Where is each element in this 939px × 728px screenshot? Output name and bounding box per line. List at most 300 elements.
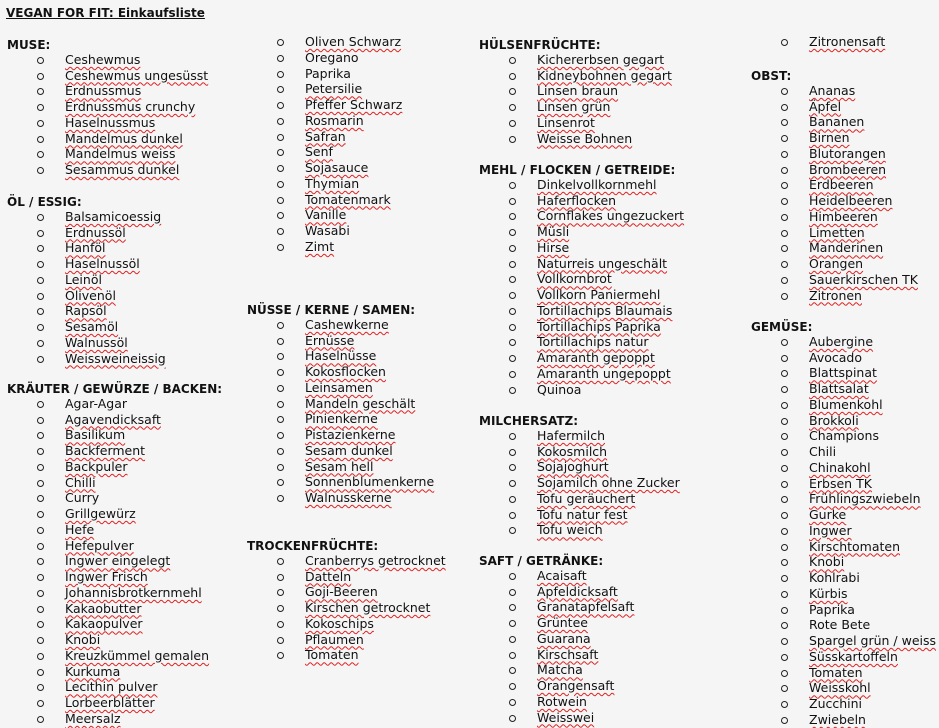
bullet-icon [509, 355, 516, 362]
bullet-icon [277, 134, 284, 141]
list-item-label: Vanille [305, 207, 347, 223]
bullet-icon [37, 167, 44, 174]
bullet-icon [509, 308, 516, 315]
list-item-label: Kurkuma [65, 663, 121, 679]
list-item-label: Erbsen TK [809, 475, 872, 491]
bullet-icon [781, 449, 788, 456]
bullet-icon [277, 86, 284, 93]
list-item-label: Cashewkerne [305, 316, 389, 332]
list-item-label: Rotwein [537, 693, 587, 709]
bullet-icon [277, 228, 284, 235]
list-item-label: Oliven Schwarz [305, 34, 402, 49]
list-item-label: Ceshewmus [65, 51, 141, 67]
list-item-label: Cranberrys getrocknet [305, 552, 446, 568]
bullet-icon [277, 212, 284, 219]
section-heading: ÖL / ESSIG: [7, 195, 82, 209]
bullet-icon [509, 449, 516, 456]
bullet-icon [277, 448, 284, 455]
bullet-icon [37, 293, 44, 300]
list-item-label: Blattspinat [809, 365, 877, 381]
bullet-icon [277, 385, 284, 392]
list-item-label: Zitronen [809, 287, 862, 303]
bullet-icon [781, 386, 788, 393]
bullet-icon [781, 261, 788, 268]
list-item-label: Brombeeren [809, 161, 887, 177]
list-item-label: Ceshewmus ungesüsst [65, 67, 209, 83]
bullet-icon [37, 495, 44, 502]
bullet-icon [781, 230, 788, 237]
bullet-icon [37, 356, 44, 363]
bullet-icon [509, 73, 516, 80]
list-item-label: Thymian [305, 175, 360, 191]
list-item-label: Zimt [305, 238, 335, 254]
list-item-label: Erdbeeren [809, 177, 874, 193]
bullet-icon [37, 120, 44, 127]
bullet-icon [509, 387, 516, 394]
bullet-icon [37, 637, 44, 644]
bullet-icon [781, 104, 788, 111]
list-item-label: Tofu weich [537, 522, 603, 538]
list-item-label: Sojajoghurt [537, 459, 609, 475]
list-item-label: Knobi [65, 632, 101, 647]
list-item-label: Lorbeerblätter [65, 695, 155, 710]
bullet-icon [37, 527, 44, 534]
list-item-label: Rapsöl [65, 303, 107, 319]
list-item-label: Heidelbeeren [809, 193, 893, 208]
bullet-icon [509, 512, 516, 519]
bullet-icon [509, 213, 516, 220]
bullet-icon [37, 417, 44, 424]
bullet-icon [277, 118, 284, 125]
list-item-label: Hirse [537, 239, 570, 255]
list-item-label: Sojasauce [305, 160, 369, 175]
list-item-label: Safran [305, 128, 346, 144]
bullet-icon [277, 479, 284, 486]
bullet-icon [509, 433, 516, 440]
list-item-label: Paprika [809, 601, 855, 617]
bullet-icon [37, 136, 44, 143]
list-item-label: Tomaten [305, 647, 359, 663]
bullet-icon [37, 277, 44, 284]
list-item-label: Zitronensaft [809, 34, 886, 49]
list-item-label: Weissweineissig [65, 350, 166, 366]
list-item-label: Rote Bete [809, 617, 871, 633]
bullet-icon [781, 575, 788, 582]
list-item-label: Vollkornbrot [537, 271, 612, 287]
list-item-label: Amaranth ungepoppt [537, 365, 671, 381]
list-item-label: Ernüsse [305, 332, 355, 348]
list-item-label: Sesam dunkel [305, 442, 393, 458]
bullet-icon [781, 277, 788, 284]
bullet-icon [781, 151, 788, 158]
list-item-label: Knobi [809, 554, 845, 570]
section-heading: KRÄUTER / GEWÜRZE / BACKEN: [7, 382, 223, 396]
list-item-label: Champions [809, 428, 879, 444]
list-item-label: Tofu natur fest [537, 506, 628, 522]
bullet-icon [37, 464, 44, 471]
list-item-label: Petersilie [305, 81, 363, 97]
bullet-icon [509, 652, 516, 659]
bullet-icon [277, 574, 284, 581]
section-heading: MUSE: [7, 38, 51, 52]
list-item-label: Mandelmus weiss [65, 146, 176, 162]
bullet-icon [781, 670, 788, 677]
list-item-label: Rosmarin [305, 112, 364, 128]
bullet-icon [509, 324, 516, 331]
bullet-icon [277, 149, 284, 156]
bullet-icon [277, 322, 284, 329]
bullet-icon [37, 511, 44, 518]
bullet-icon [37, 308, 44, 315]
bullet-icon [37, 324, 44, 331]
bullet-icon [37, 480, 44, 487]
list-item-label: Müsli [537, 224, 570, 239]
list-item-label: Sesammus dunkel [65, 162, 180, 177]
list-item-label: Chinakohl [809, 459, 871, 475]
list-item-label: Tofu geräuchert [537, 490, 636, 506]
list-item-label: Grillgewürz [65, 506, 136, 521]
bullet-icon [277, 605, 284, 612]
list-item-label: Hanföl [65, 240, 106, 256]
bullet-icon [781, 685, 788, 692]
bullet-icon [509, 88, 516, 95]
bullet-icon [781, 39, 788, 46]
list-item-label: Dinkelvollkornmehl [537, 176, 657, 192]
bullet-icon [781, 496, 788, 503]
bullet-icon [509, 604, 516, 611]
list-item-label: Süsskartoffeln [809, 648, 898, 664]
bullet-icon [509, 589, 516, 596]
bullet-icon [781, 717, 788, 724]
list-item-label: Kirschtomaten [809, 538, 901, 554]
bullet-icon [277, 244, 284, 251]
list-item-label: Mandeln geschält [305, 395, 416, 411]
bullet-icon [37, 104, 44, 111]
list-item-label: Pflaumen [305, 631, 364, 647]
bullet-icon [509, 371, 516, 378]
list-item-label: Avocado [809, 349, 862, 365]
bullet-icon [509, 57, 516, 64]
list-item-label: Chili [809, 444, 837, 459]
list-item-label: Pfeffer Schwarz [305, 97, 403, 112]
list-item-label: Haferflocken [537, 192, 617, 208]
bullet-icon [781, 654, 788, 661]
list-item-label: Frühlingszwiebeln [809, 491, 921, 507]
list-item-label: Ingwer Frisch [65, 569, 148, 584]
list-item-label: Tortillachips natur [537, 334, 649, 350]
bullet-icon [509, 136, 516, 143]
bullet-icon [277, 369, 284, 376]
bullet-icon [781, 88, 788, 95]
bullet-icon [781, 167, 788, 174]
list-item-label: Olivenöl [65, 287, 116, 303]
list-item-label: Gurke [809, 507, 847, 522]
list-item-label: Linsen braun [537, 83, 619, 99]
list-item-label: Wasabi [305, 223, 350, 238]
list-item-label: Pinienkerne [305, 411, 378, 427]
list-item-label: Johannisbrotkernmehl [65, 584, 202, 600]
list-item-label: Backpuler [65, 458, 128, 474]
list-item-label: Vollkorn Paniermehl [537, 287, 661, 302]
list-item-label: Kokosflocken [305, 364, 386, 379]
list-item-label: Birnen [809, 130, 850, 145]
list-item-label: Limetten [809, 224, 865, 240]
list-item-label: Linsenrot [537, 114, 595, 130]
section-heading: GEMÜSE: [751, 320, 813, 334]
list-item-label: Spargel grün / weiss [809, 633, 937, 648]
bullet-icon [277, 589, 284, 596]
bullet-icon [37, 606, 44, 613]
list-item-label: Leinöl [65, 271, 102, 287]
bullet-icon [277, 401, 284, 408]
list-item-label: Hafermilch [537, 427, 605, 443]
bullet-icon [277, 338, 284, 345]
bullet-icon [277, 621, 284, 628]
bullet-icon [37, 88, 44, 95]
bullet-icon [277, 165, 284, 172]
bullet-icon [509, 245, 516, 252]
list-item-label: Kakaopulver [65, 616, 143, 632]
section-heading: MILCHERSATZ: [479, 414, 579, 428]
bullet-icon [509, 292, 516, 299]
list-item-label: Kidneybohnen gegart [537, 67, 672, 83]
list-item-label: Acaisaft [537, 567, 587, 583]
bullet-icon [509, 480, 516, 487]
list-item-label: Blumenkohl [809, 396, 883, 412]
bullet-icon [37, 245, 44, 252]
list-item-label: Blattsalat [809, 381, 869, 396]
bullet-icon [277, 464, 284, 471]
list-item-label: Basilikum [65, 427, 126, 443]
list-item-label: Curry [65, 490, 100, 506]
list-item-label: Cornflakes ungezuckert [537, 208, 685, 224]
bullet-icon [37, 716, 44, 723]
bullet-icon [277, 39, 284, 46]
bullet-icon [509, 496, 516, 503]
list-item-label: Agar-Agar [65, 395, 128, 411]
bullet-icon [277, 416, 284, 423]
bullet-icon [781, 622, 788, 629]
list-item-label: Kokosmilch [537, 443, 608, 459]
bullet-icon [781, 355, 788, 362]
bullet-icon [37, 261, 44, 268]
list-item-label: Balsamicoessig [65, 208, 162, 224]
bullet-icon [509, 229, 516, 236]
list-item-label: Sesam hell [305, 458, 374, 474]
list-item-label: Kürbis [809, 585, 848, 601]
bullet-icon [781, 245, 788, 252]
list-item-label: Blutorangen [809, 145, 886, 161]
bullet-icon [781, 638, 788, 645]
list-item-label: Äpfel [809, 98, 842, 114]
list-item-label: Meersalz [65, 710, 121, 726]
list-item-label: Agavendicksaft [65, 411, 161, 427]
bullet-icon [781, 512, 788, 519]
list-item-label: Chilli [65, 474, 96, 490]
bullet-icon [37, 230, 44, 237]
bullet-icon [37, 574, 44, 581]
list-item-label: Hefepulver [65, 537, 134, 553]
bullet-icon [37, 590, 44, 597]
bullet-icon [277, 558, 284, 565]
bullet-icon [277, 637, 284, 644]
bullet-icon [781, 418, 788, 425]
list-item-label: Kichererbsen gegart [537, 51, 665, 67]
bullet-icon [509, 699, 516, 706]
list-item-label: Tortillachips Blaumais [537, 302, 673, 318]
bullet-icon [277, 353, 284, 360]
bullet-icon [781, 293, 788, 300]
bullet-icon [781, 402, 788, 409]
list-item-label: Sauerkirschen TK [809, 271, 918, 287]
section-heading: HÜLSENFRÜCHTE: [479, 38, 601, 52]
list-item-label: Oregano [305, 49, 359, 65]
list-item-label: Ananas [809, 82, 856, 98]
bullet-icon [37, 401, 44, 408]
bullet-icon [37, 214, 44, 221]
list-item-label: Kokoschips [305, 615, 374, 631]
list-item-label: Backferment [65, 443, 146, 458]
list-item-label: Lecithin pulver [65, 679, 158, 695]
list-item-label: Datteln [305, 568, 352, 584]
list-item-label: Linsen grün [537, 99, 611, 114]
section-heading: OBST: [751, 69, 792, 83]
bullet-icon [509, 276, 516, 283]
bullet-icon [781, 214, 788, 221]
bullet-icon [37, 700, 44, 707]
bullet-icon [781, 198, 788, 205]
bullet-icon [37, 73, 44, 80]
bullet-icon [509, 120, 516, 127]
list-item-label: Quinoa [537, 381, 582, 397]
list-item-label: Leinsamen [305, 379, 373, 395]
bullet-icon [509, 527, 516, 534]
list-item-label: Haselnussöl [65, 256, 140, 271]
bullet-icon [781, 559, 788, 566]
bullet-icon [781, 465, 788, 472]
list-item-label: Sesamöl [65, 319, 119, 334]
list-item-label: Zucchini [809, 696, 863, 711]
list-item-label: Weisse Bohnen [537, 130, 633, 146]
bullet-icon [509, 182, 516, 189]
list-item-label: Kirschen getrocknet [305, 600, 431, 615]
section-heading: TROCKENFRÜCHTE: [247, 539, 379, 553]
bullet-icon [37, 432, 44, 439]
list-item-label: Guarana [537, 630, 591, 646]
list-item-label: Amaranth gepoppt [537, 350, 655, 365]
list-item-label: Sonnenblumenkerne [305, 474, 435, 490]
list-item-label: Pistazienkerne [305, 427, 396, 442]
list-item-label: Erdnussmus crunchy [65, 99, 196, 114]
bullet-icon [277, 197, 284, 204]
list-item-label: Aubergine [809, 333, 874, 349]
bullet-icon [509, 261, 516, 268]
bullet-icon [509, 620, 516, 627]
list-item-label: Tortillachips Paprika [537, 318, 661, 334]
bullet-icon [781, 433, 788, 440]
list-item-label: Goji-Beeren [305, 584, 378, 600]
bullet-icon [37, 340, 44, 347]
list-item-label: Matcha [537, 662, 583, 678]
list-item-label: Tomatenmark [305, 191, 391, 207]
list-item-label: Erdnussöl [65, 224, 126, 240]
bullet-icon [509, 683, 516, 690]
bullet-icon [277, 71, 284, 78]
bullet-icon [37, 448, 44, 455]
bullet-icon [37, 653, 44, 660]
list-item-label: Walnussöl [65, 334, 128, 350]
bullet-icon [781, 182, 788, 189]
list-item-label: Ingwer eingelegt [65, 553, 171, 569]
list-item-label: Hefe [65, 521, 95, 537]
bullet-icon [781, 607, 788, 614]
bullet-icon [37, 151, 44, 158]
list-item-label: Kirschsaft [537, 646, 599, 662]
bullet-icon [781, 119, 788, 126]
bullet-icon [37, 558, 44, 565]
bullet-icon [781, 544, 788, 551]
bullet-icon [509, 464, 516, 471]
list-item-label: Sojamilch ohne Zucker [537, 475, 680, 490]
list-item-label: Haselnussmus [65, 114, 156, 130]
list-item-label: Senf [305, 144, 333, 160]
list-item-label: Erdnussmus [65, 83, 142, 99]
bullet-icon [509, 667, 516, 674]
bullet-icon [781, 701, 788, 708]
bullet-icon [37, 543, 44, 550]
section-heading: SAFT / GETRÄNKE: [479, 554, 604, 568]
list-item-label: Brokkoli [809, 412, 859, 428]
bullet-icon [509, 715, 516, 722]
bullet-icon [277, 432, 284, 439]
bullet-icon [277, 181, 284, 188]
section-heading: NÜSSE / KERNE / SAMEN: [247, 303, 416, 317]
list-item-label: Zwiebeln [809, 711, 866, 727]
bullet-icon [781, 481, 788, 488]
bullet-icon [277, 652, 284, 659]
bullet-icon [781, 591, 788, 598]
list-item-label: Orangen [809, 256, 864, 271]
bullet-icon [781, 135, 788, 142]
list-item-label: Himbeeren [809, 208, 878, 224]
page-title: VEGAN FOR FIT: Einkaufsliste [6, 6, 205, 20]
list-item-label: Kakaobutter [65, 600, 142, 616]
list-item-label: Naturreis ungeschält [537, 255, 668, 271]
list-item-label: Bananen [809, 114, 865, 130]
bullet-icon [781, 370, 788, 377]
list-item-label: Weisskohl [809, 680, 871, 696]
bullet-icon [509, 104, 516, 111]
bullet-icon [509, 339, 516, 346]
list-item-label: Haselnüsse [305, 348, 377, 364]
list-item-label: Granatapfelsaft [537, 599, 635, 615]
list-item-label: Walnusskerne [305, 490, 392, 505]
bullet-icon [37, 684, 44, 691]
bullet-icon [37, 621, 44, 628]
bullet-icon [37, 57, 44, 64]
section-heading: MEHL / FLOCKEN / GETREIDE: [479, 163, 676, 177]
bullet-icon [277, 102, 284, 109]
list-item-label: Grüntee [537, 615, 588, 630]
list-item-label: Ingwer [809, 522, 852, 538]
list-item-label: Kreuzkümmel gemalen [65, 647, 210, 663]
list-item-label: Kohlrabi [809, 570, 860, 585]
list-item-label: Paprika [305, 65, 351, 81]
list-item-label: Weisswei [537, 709, 595, 725]
list-item-label: Orangensaft [537, 678, 615, 693]
list-item-label: Tomaten [809, 664, 863, 680]
list-item-label: Manderinen [809, 240, 884, 256]
